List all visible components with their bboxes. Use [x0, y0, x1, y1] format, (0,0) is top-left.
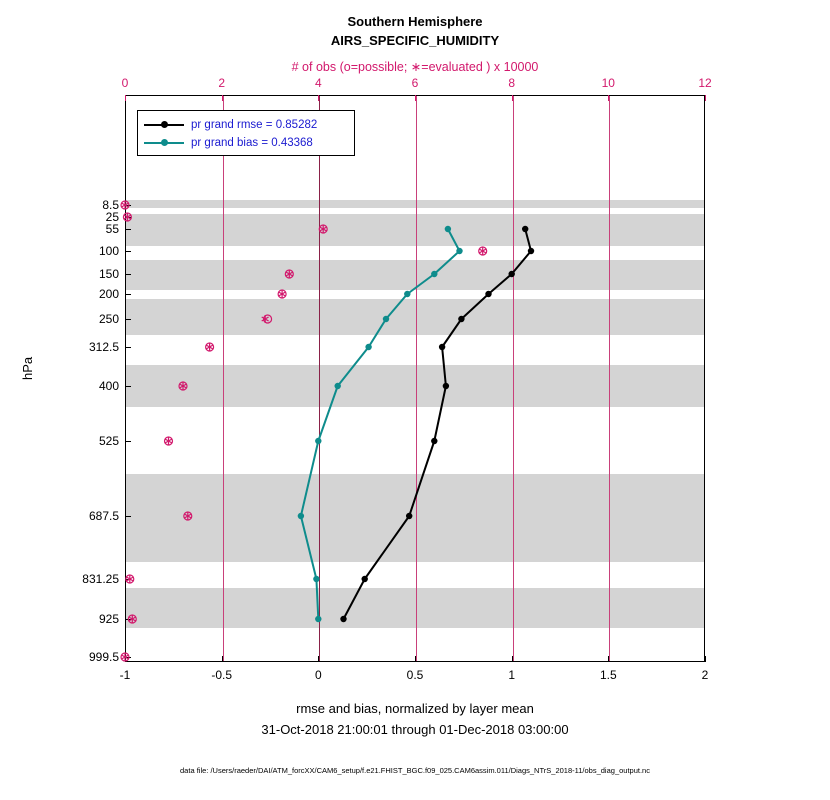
x-axis-label: rmse and bias, normalized by layer mean [296, 701, 534, 716]
top-tick-mark [415, 95, 416, 101]
bottom-tick-label-6: 2 [701, 668, 709, 682]
top-tick-mark [705, 95, 706, 101]
y-tick-mark [125, 217, 131, 218]
legend-line-rmse [144, 124, 184, 126]
y-tick-mark [125, 347, 131, 348]
top-tick-mark [125, 95, 126, 101]
bottom-tick-label-5: 1.5 [599, 668, 617, 682]
bottom-tick-label-3: 0.5 [406, 668, 424, 682]
y-tick-mark [125, 205, 131, 206]
date-range-label: 31-Oct-2018 21:00:01 through 01-Dec-2018 03:00:00 [261, 722, 569, 737]
gridline-top-6 [416, 96, 417, 661]
data-file-footer: data file: /Users/raeder/DAI/ATM_forcXX/CAM6_setup/f.e21.FHIST_BGC.f09_025.CAM6assim.011/Diags_NTrS_2018-11/obs_diag_output.nc [180, 766, 650, 775]
layer-band [126, 214, 704, 246]
chart-title [0, 12, 830, 50]
layer-band [126, 299, 704, 335]
y-tick-mark [125, 441, 131, 442]
y-tick-labels [0, 0, 119, 800]
bottom-tick-label-1: -0.5 [211, 668, 233, 682]
top-axis-label: # of obs (o=possible; ∗=evaluated ) x 10000 [291, 60, 539, 74]
top-tick-mark [608, 95, 609, 101]
legend-line-bias [144, 142, 184, 144]
bottom-tick-mark [512, 656, 513, 662]
layer-band [126, 588, 704, 628]
y-tick-label-6: 250 [98, 312, 119, 326]
top-tick-label-4: 8 [508, 76, 516, 90]
top-tick-mark [512, 95, 513, 101]
y-tick-label-3: 100 [98, 244, 119, 258]
top-tick-mark [318, 95, 319, 101]
bottom-tick-mark [705, 656, 706, 662]
bottom-tick-mark [415, 656, 416, 662]
top-tick-label-0: 0 [121, 76, 129, 90]
bottom-tick-mark [318, 656, 319, 662]
bottom-tick-mark [222, 656, 223, 662]
top-tick-label-5: 10 [601, 76, 615, 90]
gridline-top-4 [319, 96, 320, 661]
legend-marker-rmse [161, 121, 168, 128]
bottom-tick-mark [125, 656, 126, 662]
y-tick-mark [125, 274, 131, 275]
y-tick-mark [125, 294, 131, 295]
legend-item-bias [144, 135, 313, 151]
title-line-2: AIRS_SPECIFIC_HUMIDITY [330, 33, 500, 48]
top-tick-label-6: 12 [698, 76, 712, 90]
y-tick-label-2: 55 [105, 222, 119, 236]
x-axis-label-block [0, 698, 830, 740]
y-tick-mark [125, 516, 131, 517]
y-tick-label-12: 925 [98, 612, 119, 626]
top-tick-label-2: 4 [314, 76, 322, 90]
legend [137, 110, 355, 156]
y-tick-mark [125, 619, 131, 620]
y-tick-label-10: 687.5 [88, 509, 119, 523]
y-tick-mark [125, 386, 131, 387]
layer-band [126, 200, 704, 208]
bottom-tick-label-0: -1 [119, 668, 131, 682]
y-tick-mark [125, 229, 131, 230]
y-tick-label-4: 150 [98, 267, 119, 281]
gridline-top-8 [513, 96, 514, 661]
y-axis-label: hPa [20, 356, 35, 380]
legend-label-rmse: pr grand rmse = 0.85282 [191, 119, 318, 131]
y-tick-label-7: 312.5 [88, 340, 119, 354]
y-tick-mark [125, 319, 131, 320]
legend-marker-bias [161, 139, 168, 146]
top-tick-label-3: 6 [411, 76, 419, 90]
layer-band [126, 365, 704, 407]
y-tick-mark [125, 251, 131, 252]
plot-area [125, 95, 705, 662]
title-line-1: Southern Hemisphere [347, 14, 483, 29]
legend-item-rmse [144, 117, 317, 133]
top-tick-mark [222, 95, 223, 101]
y-tick-label-9: 525 [98, 434, 119, 448]
bottom-tick-label-2: 0 [314, 668, 322, 682]
gridline-top-10 [609, 96, 610, 661]
top-tick-label-1: 2 [218, 76, 226, 90]
layer-band [126, 474, 704, 562]
legend-label-bias: pr grand bias = 0.43368 [191, 137, 313, 149]
y-tick-label-1: 25 [105, 210, 119, 224]
layer-band [126, 260, 704, 290]
y-tick-label-0: 8.5 [102, 198, 119, 212]
bottom-tick-mark [608, 656, 609, 662]
y-tick-label-8: 400 [98, 379, 119, 393]
bottom-tick-label-4: 1 [508, 668, 516, 682]
y-tick-mark [125, 579, 131, 580]
y-tick-label-11: 831.25 [82, 572, 119, 586]
y-tick-label-5: 200 [98, 287, 119, 301]
y-tick-label-13: 999.5 [88, 650, 119, 664]
gridline-top-2 [223, 96, 224, 661]
